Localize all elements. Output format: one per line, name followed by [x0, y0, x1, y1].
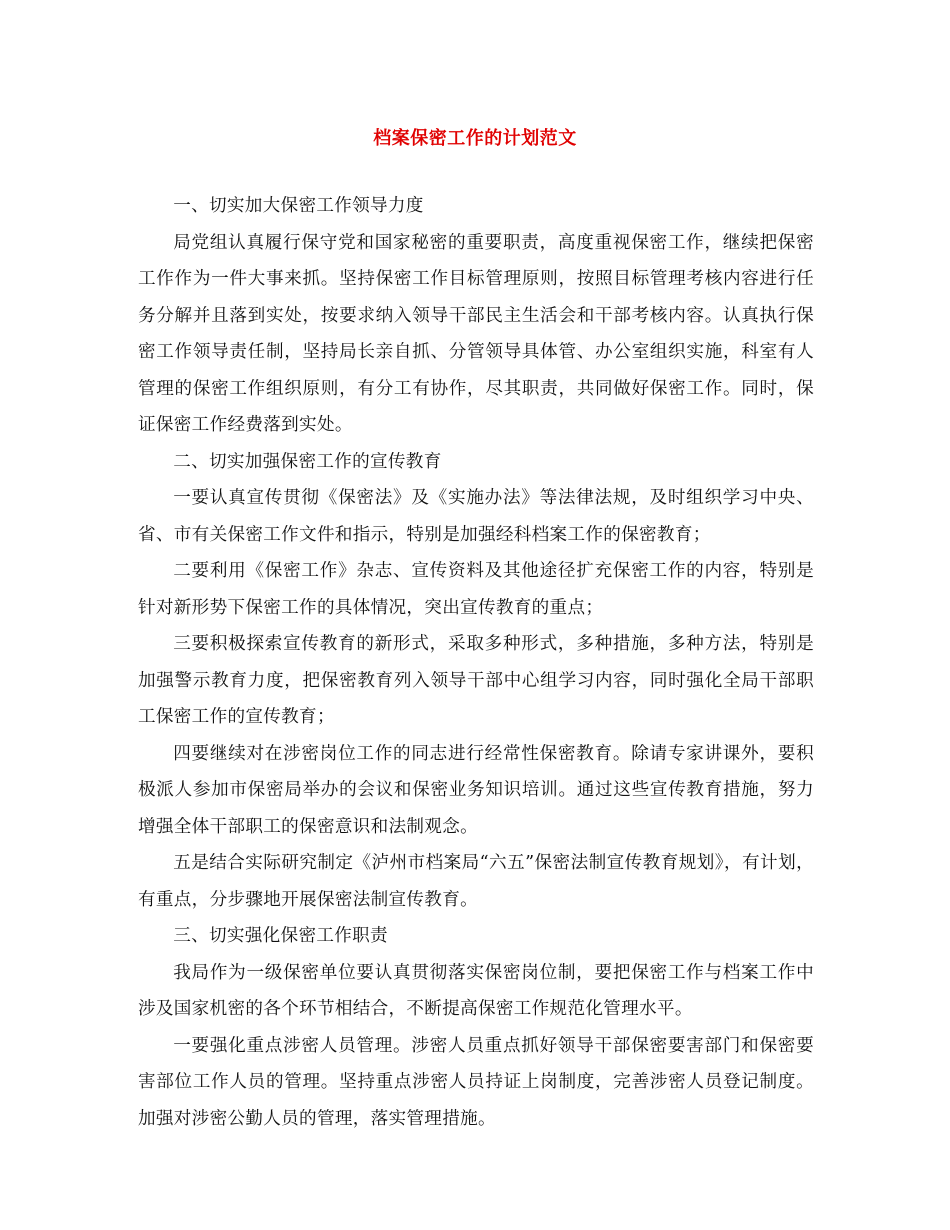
paragraph: 一要强化重点涉密人员管理。涉密人员重点抓好领导干部保密要害部门和保密要害部位工作人员的管理。坚持重点涉密人员持证上岗制度，完善涉密人员登记制度。加强对涉密公勤人员的管理，落实管理措施。 — [138, 1035, 814, 1129]
section-heading-2: 二、切实加强保密工作的宣传教育 — [173, 451, 442, 472]
paragraph: 局党组认真履行保守党和国家秘密的重要职责，高度重视保密工作，继续把保密工作作为一件大事来抓。坚持保密工作目标管理原则，按照目标管理考核内容进行任务分解并且落到实处，按要求纳入领导干部民主生活会和干部考核内容。认真执行保密工作领导责任制，坚持局长亲自抓、分管领导具体管、办公室组织实施，科室有人管理的保密工作组织原则，有分工有协作，尽其职责，共同做好保密工作。同时，保证保密工作经费落到实处。 — [138, 232, 814, 435]
section-heading-3: 三、切实强化保密工作职责 — [173, 926, 388, 946]
paragraph: 我局作为一级保密单位要认真贯彻落实保密岗位制，要把保密工作与档案工作中涉及国家机密的各个环节相结合，不断提高保密工作规范化管理水平。 — [138, 962, 814, 1019]
section-heading-1: 一、切实加大保密工作领导力度 — [173, 196, 424, 216]
paragraph: 三要积极探索宣传教育的新形式，采取多种形式，多种措施，多种方法，特别是加强警示教育力度，把保密教育列入领导干部中心组学习内容，同时强化全局干部职工保密工作的宣传教育； — [138, 634, 814, 727]
document-body — [138, 188, 814, 1137]
paragraph: 一要认真宣传贯彻《保密法》及《实施办法》等法律法规，及时组织学习中央、省、市有关保密工作文件和指示，特别是加强经科档案工作的保密教育； — [138, 488, 814, 545]
paragraph: 二要利用《保密工作》杂志、宣传资料及其他途径扩充保密工作的内容，特别是针对新形势下保密工作的具体情况，突出宣传教育的重点； — [138, 561, 814, 618]
document-title: 档案保密工作的计划范文 — [373, 128, 577, 149]
paragraph: 五是结合实际研究制定《泸州市档案局“六五”保密法制宣传教育规划》，有计划，有重点，分步骤地开展保密法制宣传教育。 — [138, 853, 814, 910]
paragraph: 四要继续对在涉密岗位工作的同志进行经常性保密教育。除请专家讲课外，要积极派人参加市保密局举办的会议和保密业务知识培训。通过这些宣传教育措施，努力增强全体干部职工的保密意识和法制观念。 — [138, 743, 814, 837]
